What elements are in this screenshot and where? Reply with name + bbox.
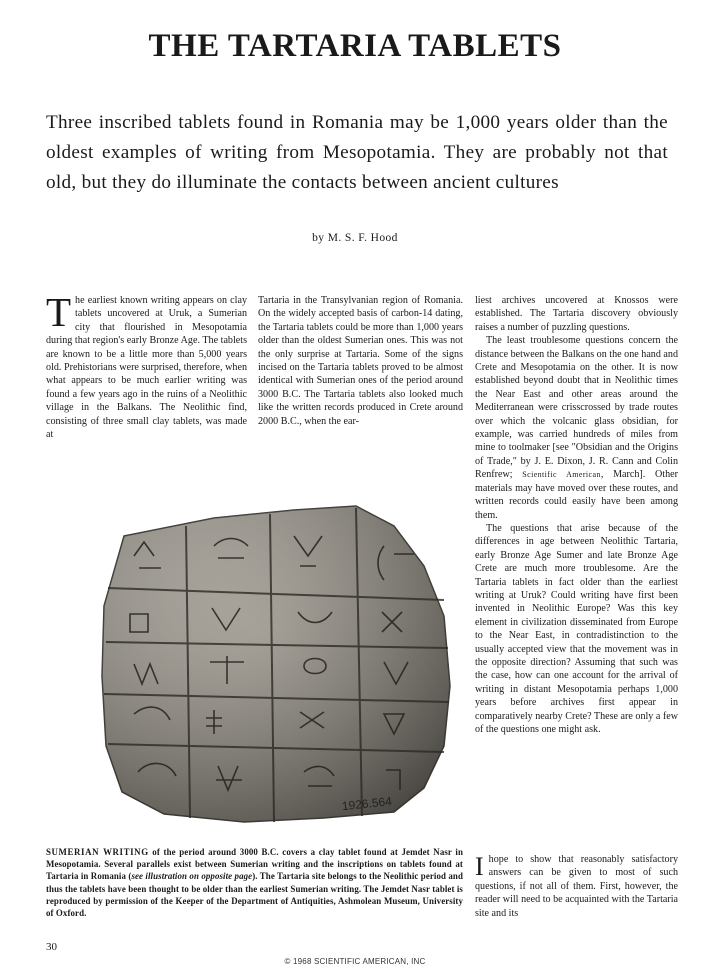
column-3-paragraph-2-text: The least troublesome questions concern the distance between the Balkans on the one hand and Crete and Mesopotamia on the other. It is now established beyond doubt that in Neolithic times the Near East and other areas around the Mediterranean were crisscrossed by trade routes over which the volcanic glass obsidian, for example, was carried hundreds of miles from mine to toolmaker [see "Obsidian and the Origins of Trade," by J. E. Dixon, J. R. Cann and Colin Renfrew;	[475, 335, 678, 481]
caption-italic: see illustration on opposite page	[131, 871, 253, 882]
body-column-3-section	[475, 853, 678, 920]
museum-inscription: 1926.564	[341, 794, 393, 814]
drop-cap-i: I	[475, 852, 484, 881]
column-2-text: Tartaria in the Transylvanian region of Romania. On the widely accepted basis of carbon-14 dating, the Tartaria tablets could be more than 1,000 years older than the oldest Sumerian ones. This was not the only surprise at Tartaria. Some of the signs incised on the Tartaria tablets proved to be almost identical with Sumerian ones of the period around 3000 B.C. The Tartaria tablets also looked much like the written records produced in Crete around 2000 B.C., when the ear-	[258, 295, 463, 427]
byline: by M. S. F. Hood	[312, 232, 398, 244]
article-deck: Three inscribed tablets found in Romania may be 1,000 years older than the oldest examples of writing from Mesopotamia. They are probably not that old, but they do illuminate the contacts between ancient cultures	[46, 112, 668, 193]
body-column-3	[475, 294, 678, 736]
article-title: THE TARTARIA TABLETS	[148, 28, 562, 64]
column-3-paragraph-1: liest archives uncovered at Knossos were established. The Tartaria discovery obviously raises a number of puzzling questions.	[475, 295, 678, 333]
column-3-paragraph-2	[475, 334, 678, 522]
caption-text-end: ). The Tartaria site belongs to the Neolithic period and thus the tablets have been thought to be older than the earliest Sumerian writing. The Jemdet Nasr tablet is reproduced by permission of the Keeper of the Department of Antiquities, Ashmolean Museum, University of Oxford.	[46, 871, 463, 919]
tablet-photo	[94, 496, 456, 828]
column-3-paragraph-2-end: , March]. Other materials may have moved over these routes, and written records could easily have been among them.	[475, 469, 678, 521]
copyright-notice: © 1968 SCIENTIFIC AMERICAN, INC	[284, 957, 426, 966]
body-column-1	[46, 289, 247, 441]
drop-cap: T	[46, 289, 72, 335]
caption-text: of the period around 3000 B.C. covers a clay tablet found at Jemdet Nasr in Mesopotamia. Several parallels exist between Sumerian writing and the inscriptions on tablets found at Tartaria in Romania (	[46, 847, 464, 882]
magazine-name: Scientific American	[522, 470, 601, 480]
body-column-2	[258, 294, 463, 428]
column-1-text: he earliest known writing appears on clay tablets uncovered at Uruk, a Sumerian city that flourished in Mesopotamia during that region's early Bronze Age. The tablets are known to be a little more than 5,000 years old. Prehistorians were surprised, therefore, when what appears to be much earlier writing was found a few years ago in the ruins of a Neolithic village in the Balkans. The Neolithic find, consisting of three small clay tablets, was made at	[46, 295, 247, 441]
page-number: 30	[46, 941, 57, 953]
caption-lead: SUMERIAN WRITING	[46, 847, 149, 857]
column-3-paragraph-3: The questions that arise because of the differences in age between Neolithic Tartaria, early Bronze Age Sumer and late Bronze Age Crete are much more troublesome. Are the Tartaria tablets in fact older than the earliest writing at Uruk? Could writing have first been invented in Neolithic Europe? Was this key element in civilization disseminated from Europe to the Near East, in contradistinction to the usually accepted view that the movement was in the opposite direction? Assuming that such was the case, how can one account for the arrival of writing in distant Mesopotamia perhaps 1,000 years before archives first appear in comparatively nearby Crete? These are only a few of the questions one might ask.	[475, 522, 678, 735]
figure-caption	[46, 846, 463, 919]
column-3-section-text: hope to show that reasonably satisfactory answers can be given to most of such questions, if not all of them. First, however, the reader will need to be acquainted with the Tartaria site and its	[475, 854, 678, 919]
